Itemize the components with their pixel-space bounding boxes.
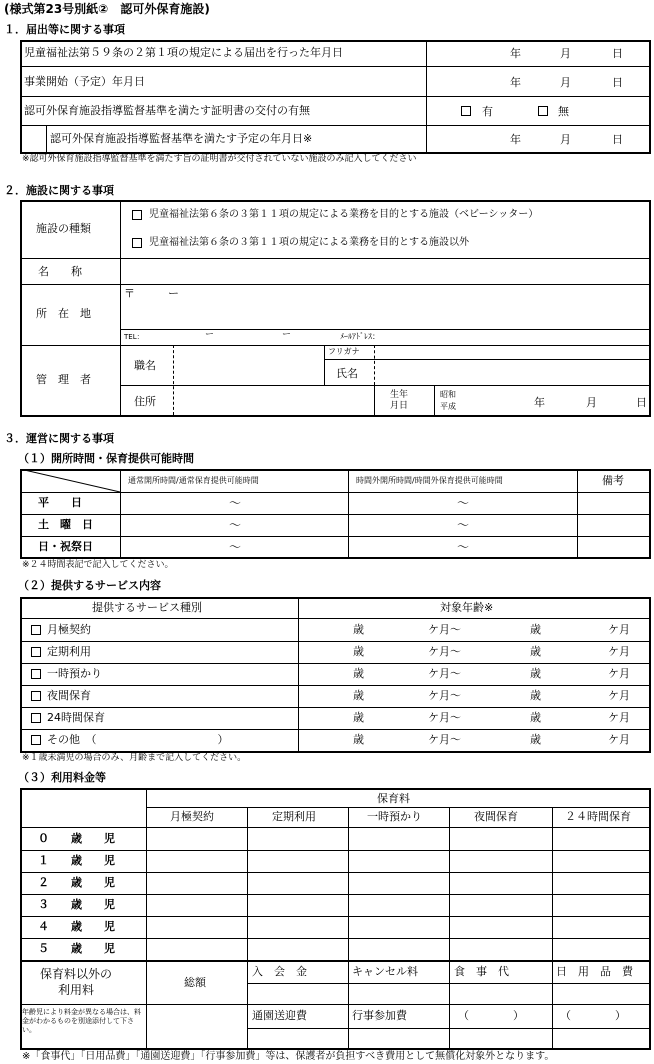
age-month-from: ケ月〜 [428, 667, 461, 680]
checkbox-night[interactable] [31, 691, 41, 701]
facility-name-label: 名 称 [38, 265, 82, 278]
row-weekday: 平 日 [38, 496, 82, 509]
tilde: 〜 [229, 518, 242, 532]
checkbox-24h[interactable] [31, 713, 41, 723]
person-name-label: 氏名 [336, 367, 358, 380]
col-normal-hours: 通常開所時間/通常保育提供可能時間 [128, 476, 259, 485]
col-extra-hours: 時間外開所時間/時間外保育提供可能時間 [356, 476, 503, 485]
target-age-header: 対象年齢※ [440, 601, 494, 614]
age-month: ケ月 [608, 645, 630, 658]
tel-label: TEL： [124, 333, 144, 341]
section1-title: １．届出等に関する事項 [4, 23, 125, 36]
checkbox-non-babysitter[interactable] [132, 238, 142, 248]
fee-item-custom1: （ ） [458, 1009, 524, 1022]
tilde: 〜 [229, 496, 242, 510]
service-temporary: 一時預かり [47, 667, 102, 680]
other-fees-note: 年齢児により料金が異なる場合は、料金がわかるものを別途添付して下さい。 [22, 1008, 141, 1034]
email-label: ﾒｰﾙｱﾄﾞﾚｽ： [340, 332, 380, 341]
age-row-3: ３ 歳 児 [38, 898, 115, 911]
age-sai: 歳 [353, 711, 364, 724]
fee-item-event: 行事参加費 [352, 1009, 407, 1022]
s1-row-start-date: 事業開始（予定）年月日 [24, 75, 145, 88]
total-label: 総額 [184, 976, 206, 989]
s1-row-planned-date: 認可外保育施設指導監督基準を満たす予定の年月日※ [50, 132, 313, 145]
date-month: 月 [586, 396, 597, 409]
row-saturday: 土 曜 日 [38, 518, 93, 531]
facility-type-label: 施設の種類 [36, 222, 91, 235]
checkbox-babysitter[interactable] [132, 210, 142, 220]
facility-type-option2: 児童福祉法第６条の３第１１項の規定による業務を目的とする施設以外 [149, 237, 469, 248]
col-remarks: 備考 [602, 474, 624, 487]
hours-subtitle: （１）開所時間・保育提供可能時間 [18, 452, 194, 465]
age-month-from: ケ月〜 [428, 711, 461, 724]
fee-item-daily: 日 用 品 費 [556, 965, 633, 978]
date-day: 日 [612, 76, 623, 89]
facility-type-option1: 児童福祉法第６条の３第１１項の規定による業務を目的とする施設（ベビーシッター） [149, 209, 539, 220]
tel-dash: ー [205, 330, 215, 340]
date-year: 年 [510, 47, 521, 60]
services-note: ※１歳未満児の場合のみ、月齢まで記入してください。 [22, 753, 247, 763]
age-sai: 歳 [530, 733, 541, 746]
fee-item-cancel: キャンセル料 [352, 965, 418, 978]
checkbox-yes[interactable] [461, 106, 471, 116]
checkbox-no[interactable] [538, 106, 548, 116]
fee-col-temporary: 一時預かり [367, 810, 422, 823]
service-24h: 24時間保育 [47, 711, 105, 724]
checkbox-regular[interactable] [31, 647, 41, 657]
tilde: 〜 [457, 518, 470, 532]
age-sai: 歳 [530, 689, 541, 702]
age-month: ケ月 [608, 689, 630, 702]
fee-item-transport: 通園送迎費 [252, 1009, 307, 1022]
fee-col-night: 夜間保育 [474, 810, 518, 823]
date-day: 日 [612, 133, 623, 146]
age-row-5: ５ 歳 児 [38, 942, 115, 955]
service-regular: 定期利用 [47, 645, 91, 658]
age-sai: 歳 [353, 733, 364, 746]
fee-col-regular: 定期利用 [272, 810, 316, 823]
s1-note: ※認可外保育施設指導監督基準を満たす旨の証明書が交付されていない施設のみ記入してください [22, 154, 417, 164]
tilde: 〜 [457, 540, 470, 554]
footer-note: ※「食事代」「日用品費」「通園送迎費」「行事参加費」等は、保護者が負担すべき費用として無償化対象外となります。 [22, 1051, 555, 1062]
tilde: 〜 [229, 540, 242, 554]
s1-row-notification-date: 児童福祉法第５９条の２第１項の規定による届出を行った年月日 [24, 46, 343, 59]
s1-row-certificate: 認可外保育施設指導監督基準を満たす証明書の交付の有無 [24, 104, 310, 117]
age-month-from: ケ月〜 [428, 733, 461, 746]
era-heisei: 平成 [440, 402, 456, 411]
checkbox-monthly[interactable] [31, 625, 41, 635]
checkbox-yes-label: 有 [482, 105, 493, 118]
age-month: ケ月 [608, 623, 630, 636]
age-sai: 歳 [353, 645, 364, 658]
fee-item-admission: 入 会 金 [252, 965, 307, 978]
age-month: ケ月 [608, 733, 630, 746]
age-month-from: ケ月〜 [428, 623, 461, 636]
tilde: 〜 [457, 496, 470, 510]
age-sai: 歳 [530, 645, 541, 658]
date-day: 日 [612, 47, 623, 60]
form-title: (様式第23号別紙② 認可外保育施設) [4, 2, 210, 16]
age-sai: 歳 [353, 667, 364, 680]
age-month: ケ月 [608, 711, 630, 724]
manager-label: 管 理 者 [36, 373, 91, 386]
date-year: 年 [510, 133, 521, 146]
date-year: 年 [510, 76, 521, 89]
service-monthly: 月極契約 [47, 623, 91, 636]
furigana-label: フリガナ [328, 347, 360, 356]
fee-item-meal: 食 事 代 [454, 965, 509, 978]
service-night: 夜間保育 [47, 689, 91, 702]
other-fees-label: 保育料以外の利用料 [39, 967, 112, 997]
hours-note: ※２４時間表記で記入してください。 [22, 560, 174, 570]
services-subtitle: （２）提供するサービス内容 [18, 579, 161, 592]
era-showa: 昭和 [440, 390, 456, 399]
date-month: 月 [560, 133, 571, 146]
date-month: 月 [560, 76, 571, 89]
date-day: 日 [636, 396, 647, 409]
date-month: 月 [560, 47, 571, 60]
age-sai: 歳 [530, 623, 541, 636]
fee-col-24h: ２４時間保育 [565, 810, 631, 823]
postal-code-field[interactable]: 〒 ー [124, 287, 179, 300]
section3-title: ３．運営に関する事項 [4, 432, 114, 445]
age-row-0: ０ 歳 児 [38, 832, 115, 845]
age-month-from: ケ月〜 [428, 645, 461, 658]
date-year: 年 [534, 396, 545, 409]
fees-subtitle: （３）利用料金等 [18, 771, 106, 784]
age-month-from: ケ月〜 [428, 689, 461, 702]
fees-header: 保育料 [377, 792, 410, 805]
fee-item-custom2: （ ） [560, 1009, 626, 1022]
age-sai: 歳 [530, 667, 541, 680]
birthdate-label: 生年月日 [389, 390, 408, 411]
checkbox-no-label: 無 [558, 105, 569, 118]
age-sai: 歳 [530, 711, 541, 724]
service-type-header: 提供するサービス種別 [92, 601, 202, 614]
address-label: 所 在 地 [36, 307, 91, 320]
tel-dash: ー [282, 330, 292, 340]
job-title-label: 職名 [134, 359, 156, 372]
fee-col-monthly: 月極契約 [170, 810, 214, 823]
checkbox-other[interactable] [31, 735, 41, 745]
row-holiday: 日・祝祭日 [38, 540, 93, 553]
age-row-2: ２ 歳 児 [38, 876, 115, 889]
section2-title: ２．施設に関する事項 [4, 184, 114, 197]
age-row-4: ４ 歳 児 [38, 920, 115, 933]
age-row-1: １ 歳 児 [38, 854, 115, 867]
age-sai: 歳 [353, 623, 364, 636]
residence-label: 住所 [134, 395, 156, 408]
diagonal-line [20, 469, 121, 493]
age-month: ケ月 [608, 667, 630, 680]
service-other: その他 （ ） [47, 733, 229, 746]
age-sai: 歳 [353, 689, 364, 702]
checkbox-temporary[interactable] [31, 669, 41, 679]
